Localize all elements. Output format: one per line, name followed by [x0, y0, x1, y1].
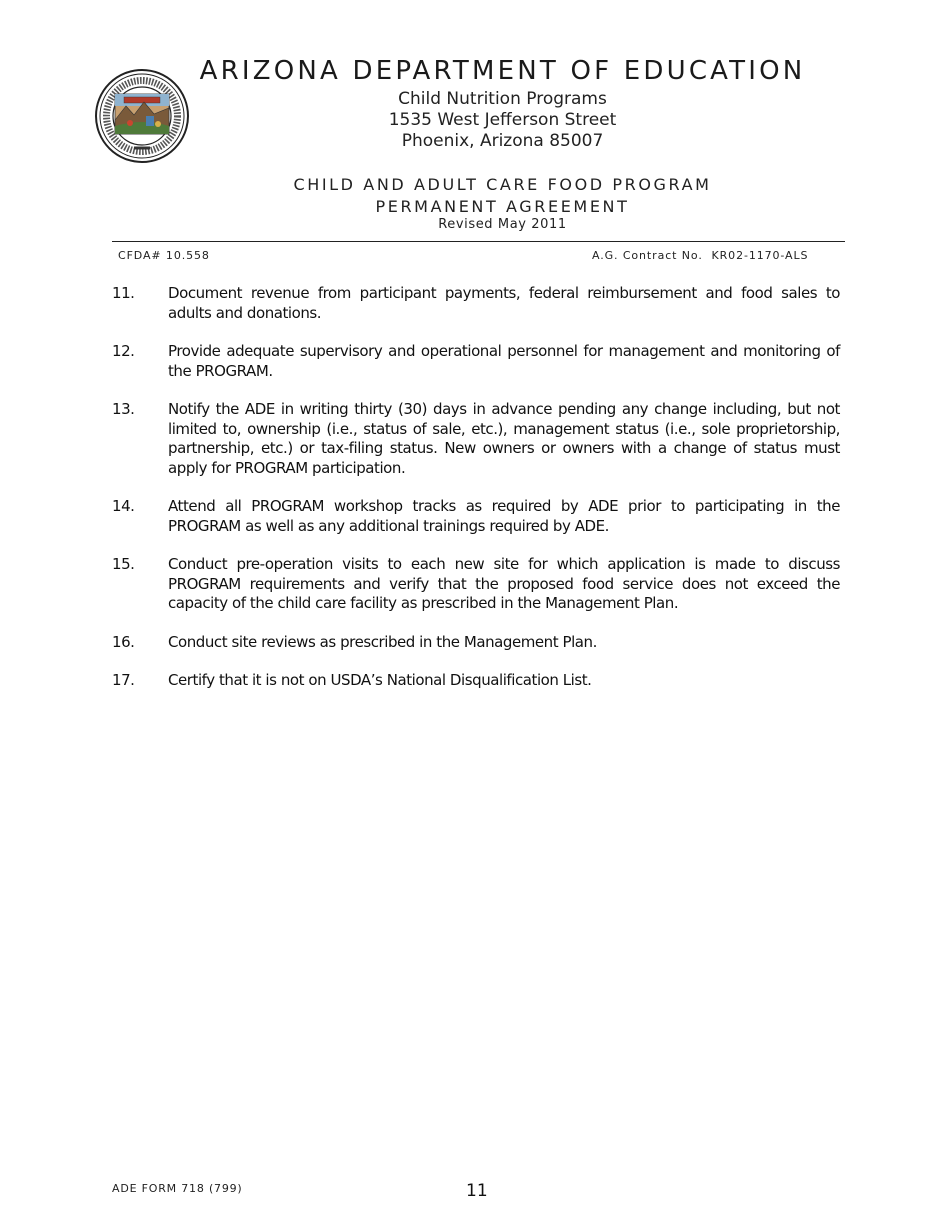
item-text: Conduct site reviews as prescribed in the Management Plan.	[168, 632, 597, 651]
item-number: 15.	[112, 555, 135, 573]
agreement-items-list	[112, 284, 840, 691]
agreement-title: PERMANENT AGREEMENT	[375, 197, 630, 216]
contract-number: A.G. Contract No. KR02-1170-ALS	[592, 249, 809, 262]
list-item	[112, 400, 840, 478]
item-text: Certify that it is not on USDA’s National Disqualification List.	[168, 671, 592, 689]
item-text: Attend all PROGRAM workshop tracks as required by ADE prior to participating in the PROGRAM as well as any additional trainings required by ADE.	[168, 497, 840, 535]
item-number: 14.	[112, 497, 135, 515]
city-address: Phoenix, Arizona 85007	[401, 131, 604, 151]
list-item	[112, 284, 840, 323]
agency-name: ARIZONA DEPARTMENT OF EDUCATION	[199, 56, 806, 86]
item-text: Conduct pre-operation visits to each new site for which application is made to discuss PROGRAM requirements and verify that the proposed food service does not exceed the capacity of the child care facility as prescribed in the Management Plan.	[168, 555, 840, 612]
list-item	[112, 633, 840, 653]
item-number: 12.	[112, 342, 135, 360]
list-item	[112, 555, 840, 614]
list-item	[112, 497, 840, 536]
item-number: 11.	[112, 284, 135, 302]
revision-date: Revised May 2011	[438, 217, 567, 232]
item-number: 17.	[112, 671, 135, 689]
header-divider	[112, 241, 845, 242]
state-seal-icon	[94, 68, 190, 164]
item-text: Document revenue from participant payments, federal reimbursement and food sales to adults and donations.	[168, 284, 840, 322]
item-number: 16.	[112, 632, 135, 651]
street-address: 1535 West Jefferson Street	[388, 110, 617, 130]
form-number: ADE FORM 718 (799)	[112, 1182, 243, 1195]
program-title: CHILD AND ADULT CARE FOOD PROGRAM	[293, 175, 712, 194]
list-item	[112, 671, 840, 691]
cfda-number: CFDA# 10.558	[118, 249, 210, 262]
item-text: Provide adequate supervisory and operational personnel for management and monitoring of the PROGRAM.	[168, 342, 840, 380]
item-number: 13.	[112, 400, 135, 418]
page-number: 11	[466, 1181, 488, 1201]
list-item	[112, 342, 840, 381]
division-name: Child Nutrition Programs	[398, 89, 607, 109]
item-text: Notify the ADE in writing thirty (30) days in advance pending any change including, but not limited to, ownership (i.e., status of sale, etc.), management status (i.e., sole proprietorship, partnership, etc.) or tax-filing status. New owners or owners with a change of status must apply for PROGRAM participation.	[168, 400, 840, 477]
